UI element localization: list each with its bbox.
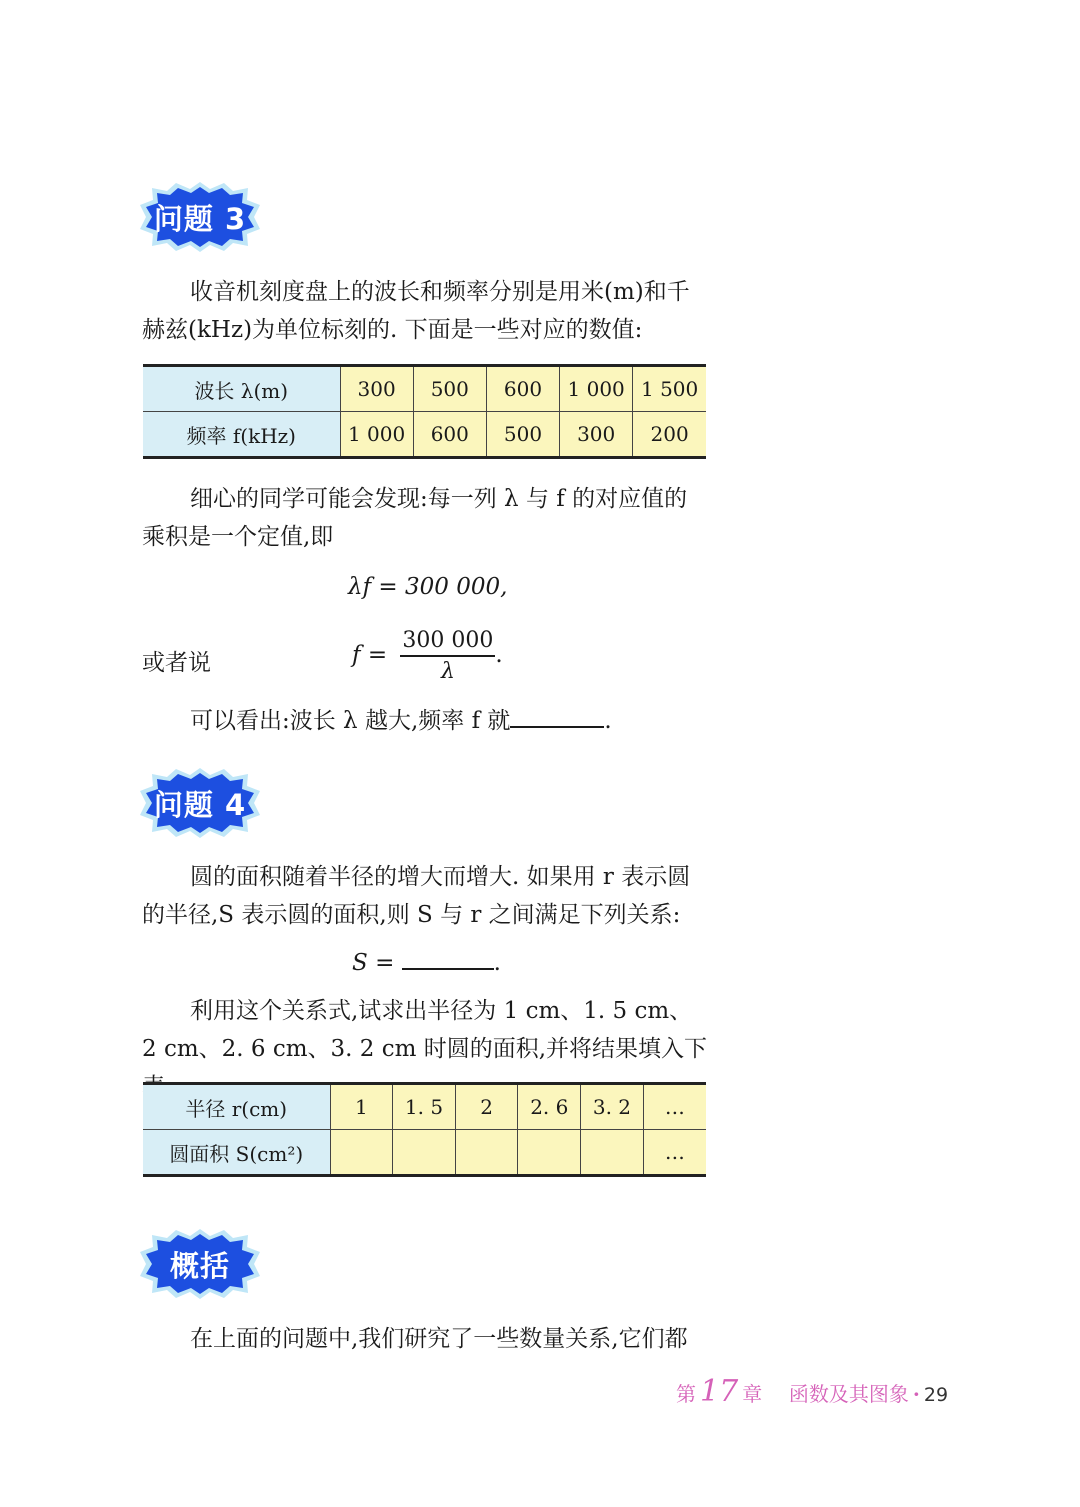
- table-cell: 600: [413, 412, 486, 458]
- intro-line-1: 圆的面积随着半径的增大而增大. 如果用 r 表示圆: [190, 864, 691, 890]
- formula-lhs: f =: [352, 642, 388, 668]
- table-cell: 1: [330, 1084, 393, 1130]
- chapter-suffix: 章: [742, 1382, 763, 1406]
- problem-4-intro: [142, 858, 712, 934]
- formula-end: .: [493, 950, 501, 976]
- table-cell: 500: [486, 412, 559, 458]
- table-row: [143, 366, 706, 412]
- task-line-1: 利用这个关系式,试求出半径为 1 cm、1. 5 cm、: [190, 998, 693, 1024]
- table-cell: 300: [560, 412, 633, 458]
- section-badge-summary: [136, 1228, 264, 1300]
- table-cell: 300: [340, 366, 413, 412]
- chapter-title: 函数及其图象: [788, 1382, 909, 1406]
- page-footer: [676, 1374, 966, 1414]
- formula-quotient: [352, 628, 503, 684]
- table-cell: 200: [633, 412, 706, 458]
- observation-line-2: 乘积是一个定值,即: [142, 524, 334, 550]
- formula-area: [352, 948, 501, 976]
- table-cell: 1 500: [633, 366, 706, 412]
- or-label: 或者说: [142, 650, 211, 676]
- badge-label: 问题 3: [153, 201, 247, 236]
- chapter-number: 17: [700, 1374, 739, 1409]
- section-badge-problem-3: [136, 181, 264, 253]
- answer-cell[interactable]: [518, 1130, 581, 1176]
- conclusion-text: 可以看出:波长 λ 越大,频率 f 就: [190, 708, 511, 734]
- answer-cell[interactable]: [330, 1130, 393, 1176]
- fraction-denominator: λ: [440, 659, 455, 684]
- row-header-frequency: 频率 f(kHz): [143, 412, 340, 458]
- row-header-radius: 半径 r(cm): [143, 1084, 330, 1130]
- table-cell: 2: [455, 1084, 518, 1130]
- summary-line-1: 在上面的问题中,我们研究了一些数量关系,它们都: [190, 1326, 688, 1352]
- fraction: [400, 628, 495, 684]
- intro-line-2: 的半径,S 表示圆的面积,则 S 与 r 之间满足下列关系:: [142, 902, 681, 928]
- task-line-2: 2 cm、2. 6 cm、3. 2 cm 时圆的面积,并将结果填入下: [142, 1036, 708, 1062]
- problem-3-conclusion: [142, 702, 712, 740]
- problem-3-observation: [142, 480, 712, 556]
- table-cell: 1 000: [340, 412, 413, 458]
- formula-product: λf = 300 000,: [348, 574, 508, 600]
- badge-label: 概括: [169, 1248, 230, 1283]
- summary-text: [142, 1320, 712, 1358]
- intro-line-2: 赫兹(kHz)为单位标刻的. 下面是一些对应的数值:: [142, 317, 643, 343]
- footer-separator: ·: [912, 1382, 920, 1406]
- answer-blank[interactable]: [402, 948, 494, 970]
- table-row: [143, 1130, 706, 1176]
- row-header-wavelength: 波长 λ(m): [143, 366, 340, 412]
- chapter-prefix: 第: [676, 1382, 696, 1406]
- table-cell: 3. 2: [581, 1084, 644, 1130]
- table-row: [143, 412, 706, 458]
- answer-cell[interactable]: [393, 1130, 456, 1176]
- section-badge-problem-4: [136, 767, 264, 839]
- table-row: [143, 1084, 706, 1130]
- radius-area-table: [143, 1082, 706, 1177]
- conclusion-end: .: [604, 708, 612, 734]
- formula-end: .: [495, 642, 503, 668]
- fraction-numerator: 300 000: [400, 628, 495, 657]
- row-header-area: 圆面积 S(cm²): [143, 1130, 330, 1176]
- problem-3-intro: [142, 273, 712, 349]
- table-cell: 1 000: [560, 366, 633, 412]
- table-cell: 2. 6: [518, 1084, 581, 1130]
- table-cell: 600: [486, 366, 559, 412]
- table-cell: …: [643, 1130, 706, 1176]
- wavelength-frequency-table: [143, 364, 706, 459]
- observation-line-1: 细心的同学可能会发现:每一列 λ 与 f 的对应值的: [190, 486, 688, 512]
- table-cell: 500: [413, 366, 486, 412]
- page-number: 29: [923, 1384, 949, 1406]
- intro-line-1: 收音机刻度盘上的波长和频率分别是用米(m)和千: [190, 279, 690, 305]
- answer-cell[interactable]: [455, 1130, 518, 1176]
- badge-label: 问题 4: [153, 787, 247, 822]
- table-cell: …: [643, 1084, 706, 1130]
- table-cell: 1. 5: [393, 1084, 456, 1130]
- formula-lhs: S =: [352, 950, 395, 976]
- answer-blank[interactable]: [510, 706, 604, 728]
- answer-cell[interactable]: [581, 1130, 644, 1176]
